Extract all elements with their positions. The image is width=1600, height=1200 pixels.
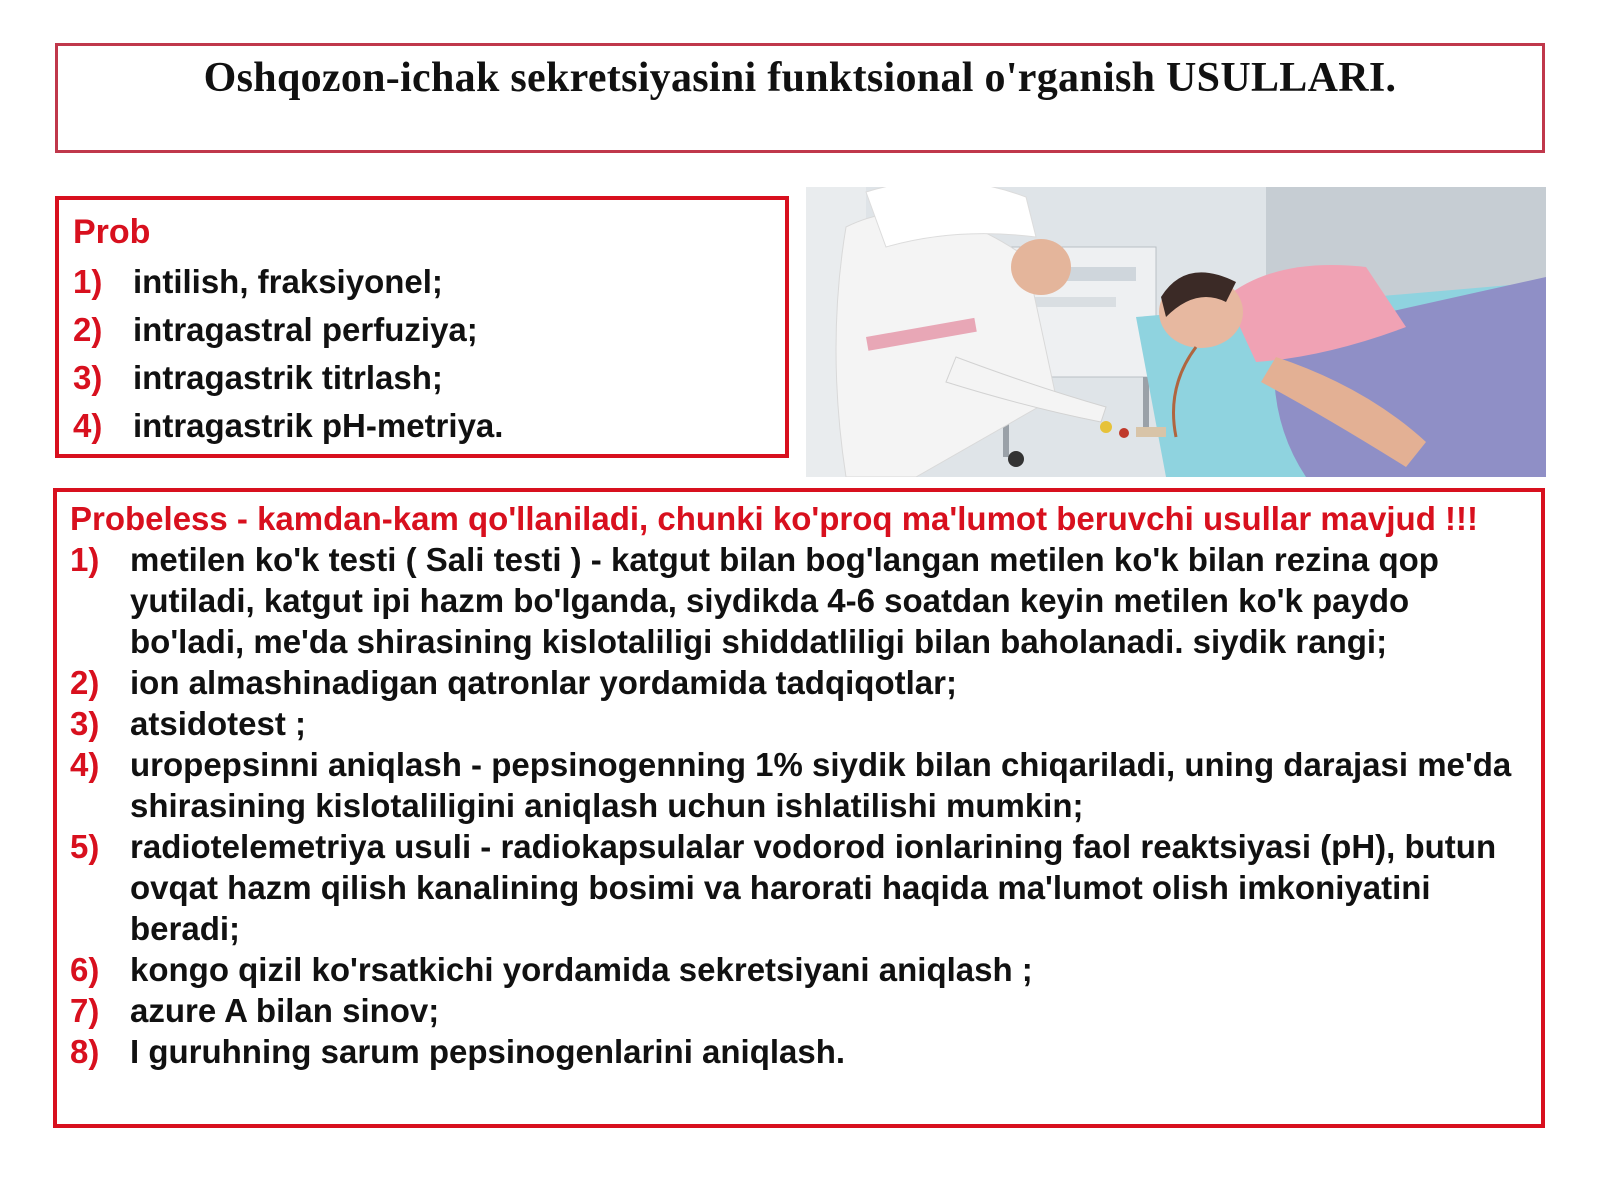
probeless-item (70, 826, 1529, 949)
probe-item-text: intilish, fraksiyonel; (133, 263, 443, 300)
probe-methods-box (55, 196, 789, 458)
probeless-methods-box (53, 488, 1545, 1128)
probeless-item-number: 7) (70, 992, 100, 1029)
probe-item (73, 306, 785, 354)
probe-item (73, 258, 785, 306)
probe-item-number: 1) (73, 263, 103, 300)
probeless-item-text: metilen ko'k testi ( Sali testi ) - katgut bilan bog'langan metilen ko'k bilan rezina qop yutiladi, katgut ipi hazm bo'lganda, siydikda 4-6 soatdan keyin metilen ko'k paydo bo'ladi, me'da shirasining kislotaliligi shiddatliligi bilan baholanadi. siydik rangi; (130, 541, 1439, 660)
title-box (55, 43, 1545, 153)
medical-procedure-photo (806, 187, 1546, 477)
slide-title: Oshqozon-ichak sekretsiyasini funktsional o'rganish USULLARI. (203, 55, 1397, 101)
probeless-item (70, 949, 1529, 990)
probeless-list (70, 539, 1529, 1072)
probe-item-number: 3) (73, 359, 103, 396)
probeless-item (70, 539, 1529, 662)
probeless-item (70, 744, 1529, 826)
probe-list (73, 258, 785, 450)
probeless-item-number: 3) (70, 705, 100, 742)
probeless-item-text: atsidotest ; (130, 705, 307, 742)
probeless-item (70, 1031, 1529, 1072)
probeless-item-text: azure A bilan sinov; (130, 992, 440, 1029)
probe-item (73, 402, 785, 450)
photo-illustration (806, 187, 1546, 477)
probeless-item-text: radiotelemetriya usuli - radiokapsulalar vodorod ionlarining faol reaktsiyasi (pH), butun ovqat hazm qilish kanalining bosimi va harorati haqida ma'lumot olish imkoniyatini beradi; (130, 828, 1497, 947)
probeless-item-text: uropepsinni aniqlash - pepsinogenning 1% siydik bilan chiqariladi, uning darajasi me'da shirasining kislotaliligini aniqlash uchun ishlatilishi mumkin; (130, 746, 1512, 824)
probe-item (73, 354, 785, 402)
probeless-item-text: ion almashinadigan qatronlar yordamida tadqiqotlar; (130, 664, 957, 701)
probe-heading: Prob (73, 213, 151, 251)
probeless-item-number: 8) (70, 1033, 100, 1070)
probe-item-text: intragastrik titrlash; (133, 359, 443, 396)
probe-item-number: 2) (73, 311, 103, 348)
probeless-item-text: I guruhning sarum pepsinogenlarini aniqlash. (130, 1033, 846, 1070)
probeless-heading: Probeless - kamdan-kam qo'llaniladi, chunki ko'proq ma'lumot beruvchi usullar mavjud !!! (70, 500, 1478, 537)
probeless-item-number: 6) (70, 951, 100, 988)
probeless-item (70, 703, 1529, 744)
probeless-item (70, 990, 1529, 1031)
probeless-item-number: 5) (70, 828, 100, 865)
probeless-item-number: 1) (70, 541, 100, 578)
probeless-item-number: 2) (70, 664, 100, 701)
probe-item-text: intragastrik pH-metriya. (133, 407, 504, 444)
probe-item-number: 4) (73, 407, 103, 444)
probeless-item-number: 4) (70, 746, 100, 783)
probeless-item (70, 662, 1529, 703)
probe-item-text: intragastral perfuziya; (133, 311, 478, 348)
probeless-item-text: kongo qizil ko'rsatkichi yordamida sekretsiyani aniqlash ; (130, 951, 1033, 988)
